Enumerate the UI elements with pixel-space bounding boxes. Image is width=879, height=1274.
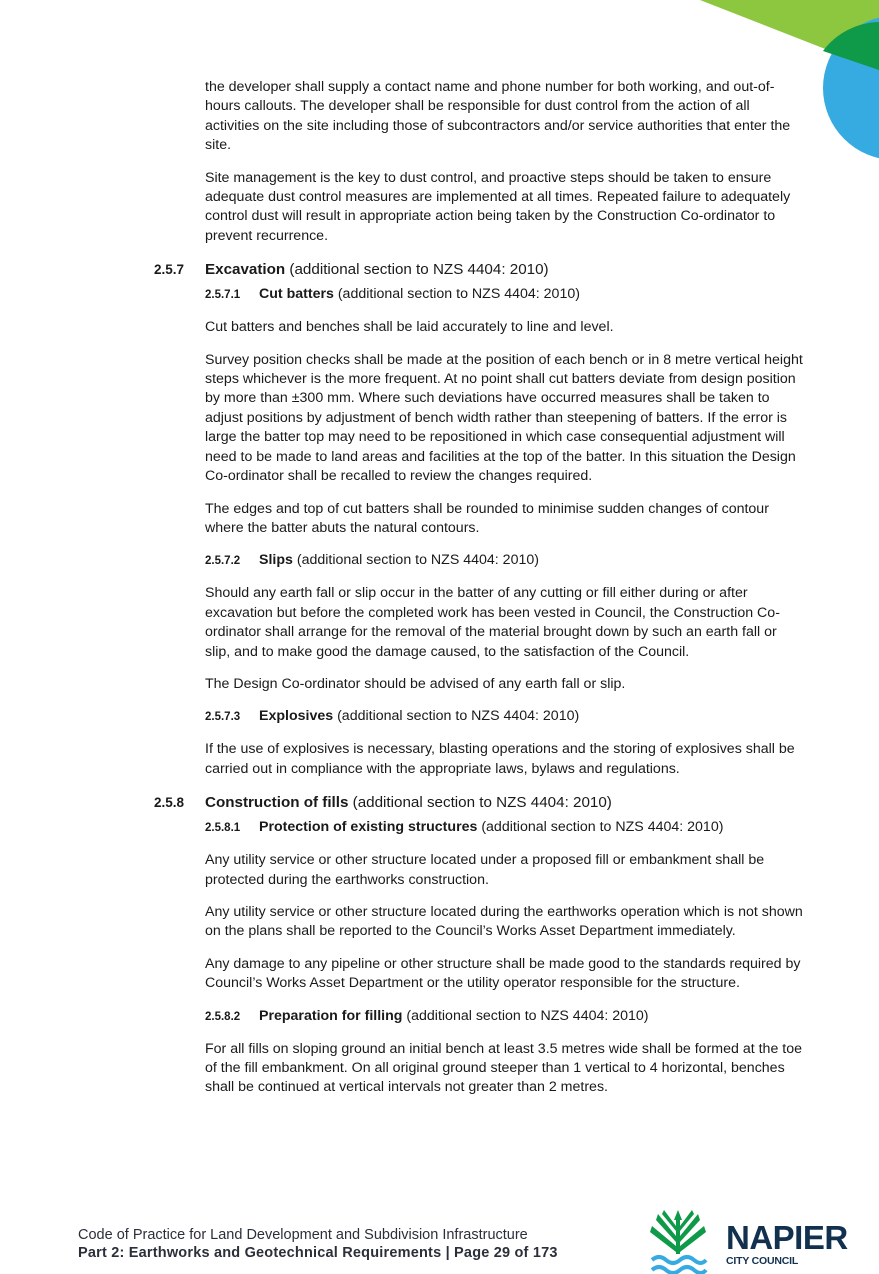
paragraph: The edges and top of cut batters shall be rounded to minimise sudden changes of contour where the batter abuts the natural contours. (205, 500, 769, 536)
paragraph: Any utility service or other structure located during the earthworks operation which is not shown on the plans shall be reported to the Council’s Works Asset Department immediately. (205, 903, 803, 940)
footer-document-title: Code of Practice for Land Development and Subdivision Infrastructure (78, 1227, 528, 1243)
subsection-note: (additional section to NZS 4404: 2010) (402, 1007, 649, 1024)
paragraph: Any utility service or other structure located under a proposed fill or embankment shall be protected during the earthworks construction. (205, 852, 765, 888)
section-number: 2.5.7 (154, 262, 185, 278)
subsection-heading-2-5-7-2 (205, 551, 803, 571)
subsection-heading-2-5-7-1 (205, 285, 803, 305)
logo-name: NAPIER (726, 1219, 848, 1256)
logo-wordmark (726, 1219, 848, 1268)
subsection-heading-2-5-8-1 (205, 818, 803, 838)
paragraph: For all fills on sloping ground an initial bench at least 3.5 metres wide shall be formed at the toe of the fill embankment. On all original ground steeper than 1 vertical to 4 horizontal, benches shall be continued at vertical intervals not greater than 2 metres. (205, 1040, 802, 1096)
corner-dark-green-overlap (823, 22, 879, 70)
section-note: (additional section to NZS 4404: 2010) (285, 261, 549, 279)
subsection-note: (additional section to NZS 4404: 2010) (292, 552, 539, 569)
footer-part-and-page: Part 2: Earthworks and Geotechnical Requirements | Page 29 of 173 (78, 1245, 558, 1261)
subsection-number: 2.5.8.1 (205, 822, 241, 835)
paragraph: Any damage to any pipeline or other structure shall be made good to the standards required by Council’s Works Asset Department or the utility operator responsible for the structure. (205, 955, 801, 992)
subsection-title: Slips (259, 552, 293, 569)
document-body (154, 78, 803, 1111)
subsection-note: (additional section to NZS 4404: 2010) (333, 286, 580, 303)
subsection-number: 2.5.8.2 (205, 1010, 241, 1023)
paragraph: Survey position checks shall be made at the position of each bench or in 8 metre vertical height steps whichever is the more frequent. At no point shall cut batters deviate from design position by more than ±300 mm. Where such deviations have occurred measures shall be taken to adjust positions by adjustment of bench width rather than steepening of batters. If the error is large the batter top may need to be repositioned in which case consequential adjustment will need to be made to land areas and facilities at the top of the batter. In this situation the Design Co-ordinator shall be recalled to review the changes required. (205, 351, 803, 485)
page-footer (78, 1226, 558, 1262)
subsection-note: (additional section to NZS 4404: 2010) (477, 819, 724, 836)
section-heading-2-5-8 (154, 793, 803, 813)
subsection-note: (additional section to NZS 4404: 2010) (333, 708, 580, 725)
section-number: 2.5.8 (154, 795, 185, 811)
subsection-title: Protection of existing structures (259, 819, 478, 836)
subsection-title: Preparation for filling (259, 1007, 403, 1024)
subsection-title: Cut batters (259, 286, 334, 303)
section-title: Excavation (205, 261, 286, 279)
subsection-number: 2.5.7.2 (205, 555, 241, 568)
section-heading-2-5-7 (154, 260, 803, 280)
paragraph: Cut batters and benches shall be laid accurately to line and level. (205, 319, 614, 336)
subsection-heading-2-5-7-3 (205, 707, 803, 727)
subsection-number: 2.5.7.3 (205, 711, 241, 724)
paragraph: If the use of explosives is necessary, blasting operations and the storing of explosives shall be carried out in compliance with the appropriate laws, bylaws and regulations. (205, 741, 795, 777)
subsection-number: 2.5.7.1 (205, 289, 241, 302)
corner-blue-circle (823, 16, 879, 160)
paragraph: Should any earth fall or slip occur in the batter of any cutting or fill either during or after excavation but before the completed work has been vested in Council, the Construction Co-ordinator shall arrange for the removal of the material brought down by such an earth fall or slip, and to make good the damage caused, to the satisfaction of the Council. (205, 585, 780, 660)
paragraph: The Design Co-ordinator should be advised of any earth fall or slip. (205, 675, 626, 692)
corner-green-band (700, 0, 879, 70)
section-note: (additional section to NZS 4404: 2010) (348, 794, 612, 812)
section-title: Construction of fills (205, 794, 349, 812)
paragraph: the developer shall supply a contact name and phone number for both working, and out-of-hours callouts. The developer shall be responsible for dust control from the action of all activities on the site including those of subcontractors and/or service authorities that enter the site. (205, 79, 791, 154)
paragraph: Site management is the key to dust control, and proactive steps should be taken to ensure adequate dust control measures are implemented at all times. Repeated failure to adequately control dust will result in appropriate action being taken by the Construction Co-ordinator to prevent recurrence. (205, 169, 791, 244)
subsection-title: Explosives (259, 708, 334, 725)
logo-subtitle: CITY COUNCIL (726, 1255, 799, 1267)
subsection-heading-2-5-8-2 (205, 1007, 803, 1027)
